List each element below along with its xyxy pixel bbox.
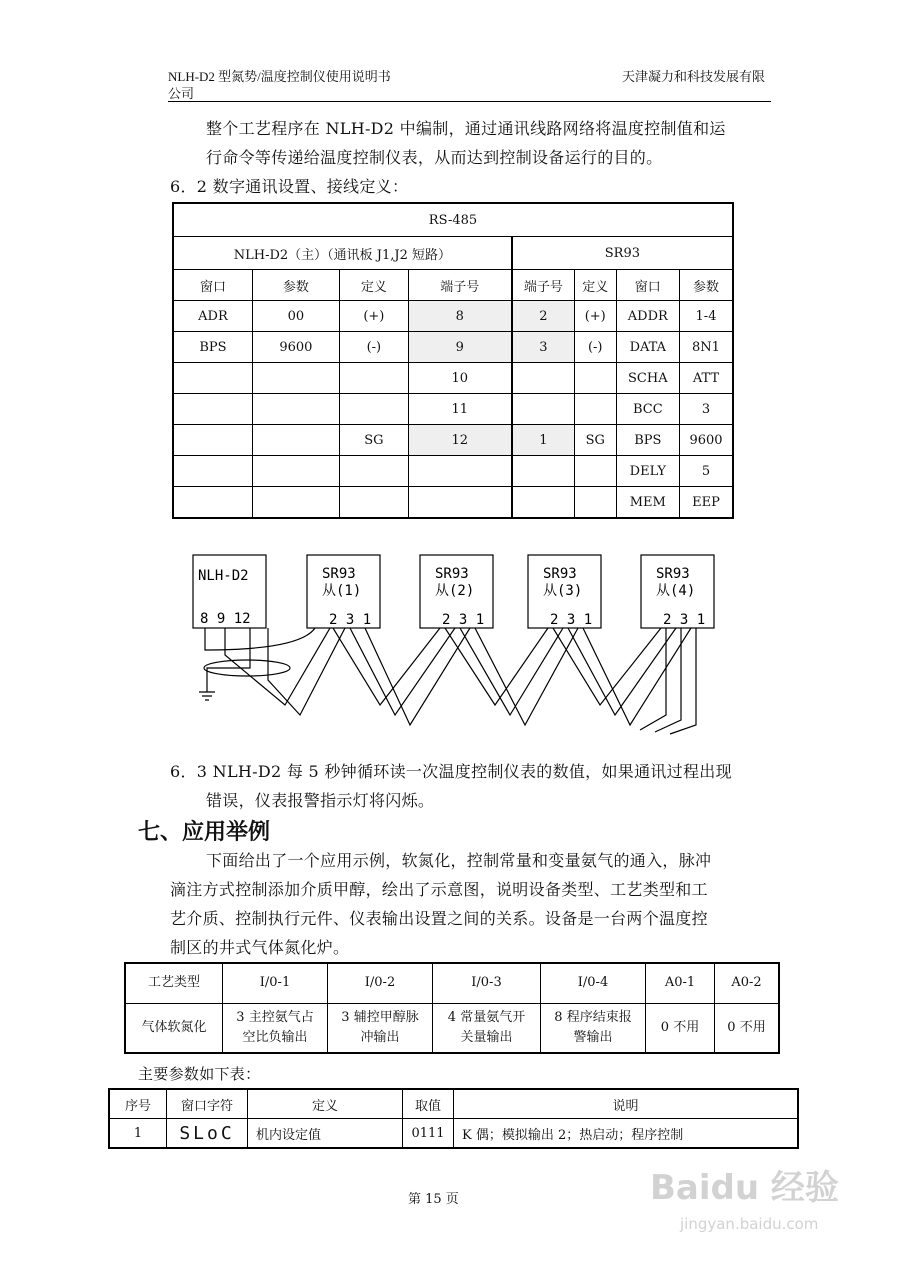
master-title: NLH-D2（主）（通讯板 J1,J2 短路） [173,237,512,270]
cell: BPS [616,425,679,456]
col-header: 参数 [680,270,734,301]
cell [408,456,511,487]
io-header: I/0-3 [433,963,541,1003]
cell: (-) [339,332,408,363]
io-header: I/0-1 [223,963,328,1003]
params-header: 说明 [454,1089,799,1119]
section-7-title: 七、应用举例 [138,820,271,845]
intro-line-2: 行命令等传递给温度控制仪表，从而达到控制设备运行的目的。 [206,148,663,167]
section-7-p4: 制区的井式气体氮化炉。 [170,938,350,957]
io-header: I/0-2 [328,963,433,1003]
cell: ADR [173,301,252,332]
cell: 8 [408,301,511,332]
wire [350,628,455,715]
slave-1-label: SR93 [322,566,356,582]
col-header: 定义 [574,270,616,301]
params-header: 序号 [109,1089,167,1119]
intro-line-1: 整个工艺程序在 NLH-D2 中编制，通过通讯线路网络将温度控制值和运 [206,119,726,138]
wire [205,628,315,650]
header-rule [168,101,771,102]
params-def: 机内设定值 [248,1119,403,1149]
cell: BCC [616,394,679,425]
io-header: 工艺类型 [125,963,223,1003]
slave-3-pins: 2 3 1 [550,612,593,628]
cell: 00 [252,301,339,332]
cell [173,394,252,425]
io-cell [715,1003,780,1053]
slave-2-label: SR93 [435,566,469,582]
slave-4-label: SR93 [656,566,690,582]
col-header: 窗口 [173,270,252,301]
cell: BPS [173,332,252,363]
header-title: NLH-D2 型氮势/温度控制仪使用说明书 [168,69,391,84]
cell [339,394,408,425]
cell: SCHA [616,363,679,394]
wire [640,628,666,730]
cell: (+) [339,301,408,332]
cell: (+) [574,301,616,332]
cell: ADDR [616,301,679,332]
cell: 2 [512,301,575,332]
params-header: 定义 [248,1089,403,1119]
slave-3-sub: 从(3) [543,583,583,599]
cell: MEM [616,487,679,519]
cell [252,363,339,394]
ground-icon [199,692,215,700]
cell: EEP [680,487,734,519]
cell: 10 [408,363,511,394]
rs485-title: RS-485 [173,203,733,237]
cell: 1 [512,425,575,456]
wiring-diagram [0,540,905,740]
cell [339,363,408,394]
cell: DATA [616,332,679,363]
wire [445,628,548,705]
wire [553,628,661,705]
cell [512,394,575,425]
cell: 12 [408,425,511,456]
cell: SG [574,425,616,456]
cell [252,425,339,456]
col-header: 端子号 [408,270,511,301]
cell [408,487,511,519]
section-7-p3: 艺介质、控制执行元件、仪表输出设置之间的关系。设备是一台两个温度控 [170,909,708,928]
io-header: I/0-4 [541,963,646,1003]
io-cell [433,1003,541,1053]
slave-3-label: SR93 [543,566,577,582]
slave-title: SR93 [512,237,733,270]
slave-1-sub: 从(1) [322,583,362,599]
wire [583,628,691,725]
section-6-2-title: 6．2 数字通讯设置、接线定义： [170,177,409,196]
params-intro: 主要参数如下表： [138,1065,261,1083]
watermark-url: jingyan.baidu.com [680,1215,819,1233]
slave-2-pins: 2 3 1 [442,612,485,628]
params-value: 0111 [403,1119,454,1149]
params-no: 1 [109,1119,167,1149]
io-cell-text: 空比负输出 [242,1029,308,1045]
cell [574,487,616,519]
wire [460,628,563,715]
cell: SG [339,425,408,456]
params-header: 窗口字符 [167,1089,248,1119]
wire [225,628,330,705]
wire [670,628,696,734]
cell [173,456,252,487]
io-header: A0-2 [715,963,780,1003]
io-header: A0-1 [646,963,715,1003]
section-6-3-line-2: 错误，仪表报警指示灯将闪烁。 [206,791,435,810]
cell: 3 [680,394,734,425]
io-cell-text: 3 主控氨气占 [236,1009,314,1025]
section-7-p1: 下面给出了一个应用示例，软氮化，控制常量和变量氨气的通入，脉冲 [206,851,712,870]
header-title-wrap: 公司 [168,86,195,101]
header-company: 天津凝力和科技发展有限 [622,69,766,84]
cell: 9600 [252,332,339,363]
master-pins: 8 9 12 [200,611,251,627]
cell: (-) [574,332,616,363]
lcd-code: SLoC [167,1119,248,1149]
cell [173,487,252,519]
cell [173,363,252,394]
cell: 9600 [680,425,734,456]
params-header: 取值 [403,1089,454,1119]
cell: 8N1 [680,332,734,363]
io-cell [223,1003,328,1053]
cell: 1-4 [680,301,734,332]
io-cell-text: 4 常量氨气开 [447,1009,526,1025]
wire [568,628,676,715]
page-number: 第 15 页 [408,1192,459,1207]
cell [512,363,575,394]
cell: 11 [408,394,511,425]
io-cell-text: 警输出 [573,1029,613,1045]
rs485-table [172,202,734,519]
col-header: 窗口 [616,270,679,301]
slave-4-pins: 2 3 1 [663,612,706,628]
io-cell [328,1003,433,1053]
io-cell-text: 气体软氮化 [141,1019,207,1035]
cell: 3 [512,332,575,363]
cell [252,394,339,425]
col-header: 参数 [252,270,339,301]
io-cell [541,1003,646,1053]
section-6-3-line-1: 6．3 NLH-D2 每 5 秒钟循环读一次温度控制仪表的数值，如果通讯过程出现 [170,762,732,781]
wire [268,628,345,715]
cell [574,456,616,487]
io-cell-text: 0 不用 [660,1019,700,1035]
params-desc: K 偶；模拟输出 2；热启动；程序控制 [454,1119,799,1149]
cell: 9 [408,332,511,363]
cell [512,456,575,487]
io-cell-text: 0 不用 [727,1019,766,1035]
cell [252,456,339,487]
slave-2-sub: 从(2) [435,583,475,599]
cell [574,394,616,425]
col-header: 定义 [339,270,408,301]
io-cell-text: 关量输出 [460,1029,513,1045]
io-table [124,962,780,1054]
cell: 5 [680,456,734,487]
cell [173,425,252,456]
watermark-brand: Baidu 经验 [650,1168,839,1208]
slave-4-sub: 从(4) [656,583,696,599]
cell [252,487,339,519]
io-cell-text: 3 辅控甲醇脉 [341,1009,419,1025]
wire [333,628,440,705]
io-cell-text: 8 程序结束报 [554,1009,632,1025]
cell: DELY [616,456,679,487]
section-7-p2: 滴注方式控制添加介质甲醇，绘出了示意图，说明设备类型、工艺类型和工 [170,880,708,899]
params-table [108,1088,799,1149]
io-cell [125,1003,223,1053]
master-label: NLH-D2 [198,568,249,584]
slave-1-pins: 2 3 1 [329,612,372,628]
cell [512,487,575,519]
cell [339,456,408,487]
cell [574,363,616,394]
io-cell [646,1003,715,1053]
cell [339,487,408,519]
col-header: 端子号 [512,270,575,301]
cell: ATT [680,363,734,394]
io-cell-text: 冲输出 [360,1029,400,1045]
